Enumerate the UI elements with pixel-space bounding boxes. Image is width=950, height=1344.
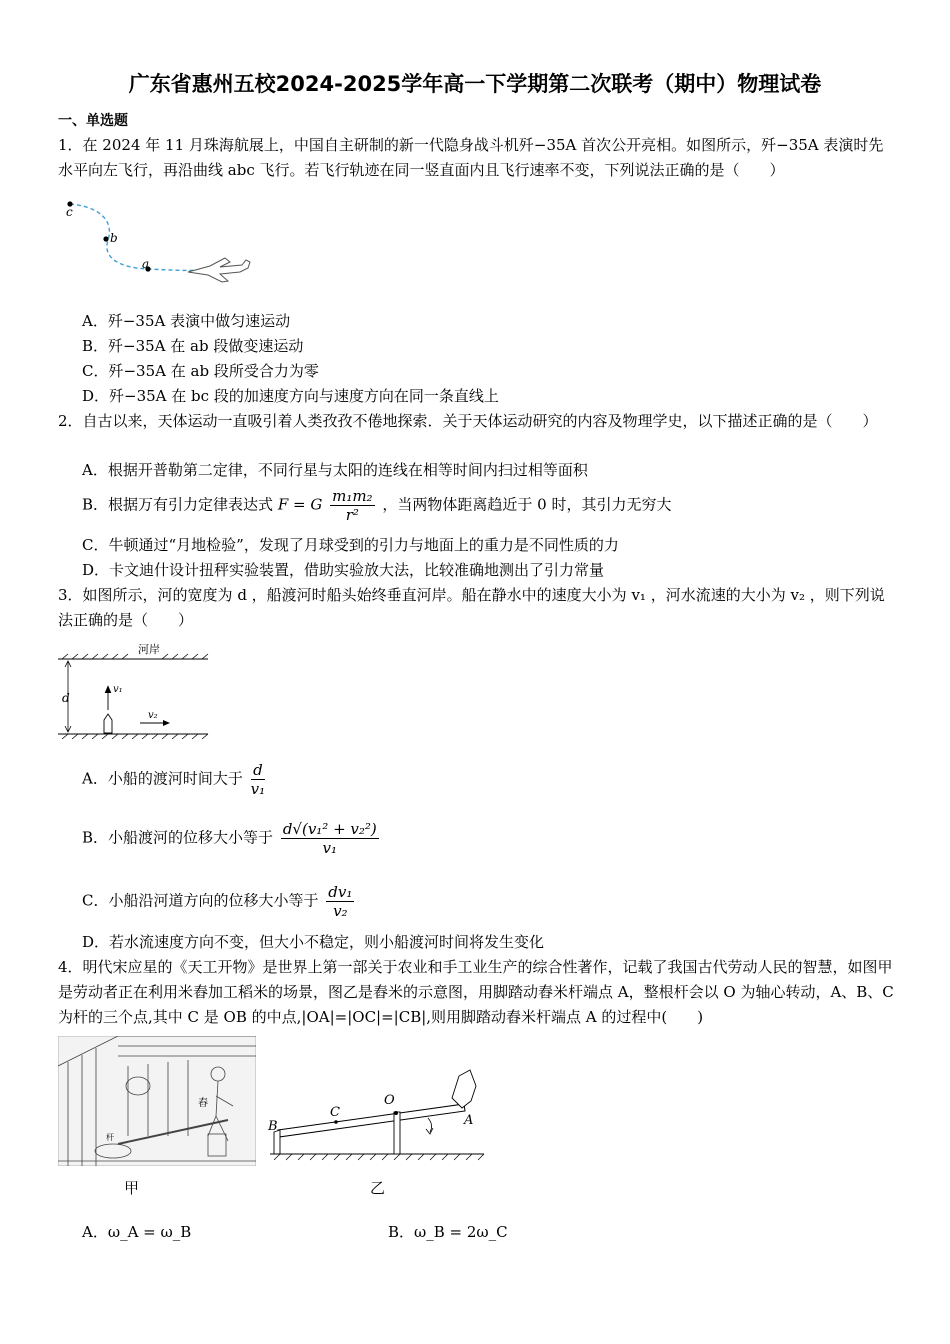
chun-label: 舂 bbox=[198, 1098, 208, 1109]
q1-option-b[interactable]: B．歼−35A 在 ab 段做变速运动 bbox=[82, 337, 304, 355]
q3-option-a[interactable]: A．小船的渡河时间大于 $\frac{d}{\text{v₁}}$ bbox=[82, 761, 266, 798]
point-b-label: b bbox=[110, 231, 118, 245]
width-d-label: d bbox=[62, 691, 70, 705]
q2-formula-fraction: $\frac{\text{m₁m₂}}{\text{r²}}$ bbox=[332, 487, 373, 524]
jet-trajectory-figure bbox=[60, 196, 260, 286]
point-B-label: B bbox=[268, 1119, 278, 1134]
section-heading: 一、单选题 bbox=[58, 113, 128, 129]
point-A-label: A bbox=[464, 1113, 474, 1128]
caption-yi: 乙 bbox=[370, 1179, 386, 1197]
figure-yi-lever-diagram bbox=[264, 1068, 494, 1168]
bank-label: 河岸 bbox=[138, 643, 160, 656]
q3-b-fraction: $\frac{\text{d√(v₁² + v₂²)}}{\text{v₁}}$ bbox=[282, 820, 377, 857]
question-3-stem: 3．如图所示，河的宽度为 d ，船渡河时船头始终垂直河岸。船在静水中的速度大小为 v₁ ，河水流速的大小为 v₂ ，则下列说法正确的是（ ） bbox=[58, 586, 885, 629]
q2-option-b-tail: ，当两物体距离趋近于 0 时，其引力无穷大 bbox=[382, 495, 672, 514]
q1-option-d[interactable]: D．歼−35A 在 bc 段的加速度方向与速度方向在同一条直线上 bbox=[82, 387, 499, 405]
point-a-label: a bbox=[142, 257, 150, 271]
point-C-label: C bbox=[330, 1105, 340, 1120]
q2-option-d[interactable]: D．卡文迪什设计扭秤实验装置，借助实验放大法，比较准确地测出了引力常量 bbox=[82, 561, 605, 579]
q4-option-a[interactable]: A．ω_A = ω_B bbox=[82, 1223, 192, 1241]
q3-a-fraction: $\frac{d}{\text{v₁}}$ bbox=[250, 761, 266, 798]
river-crossing-figure bbox=[58, 640, 218, 746]
q3-option-c[interactable]: C．小船沿河道方向的位移大小等于 $\frac{\text{dv₁}}{\text{v₂}}$ bbox=[82, 883, 353, 920]
v2-label: v₂ bbox=[148, 710, 158, 721]
question-2-stem: 2．自古以来，天体运动一直吸引着人类孜孜不倦地探索．关于天体运动研究的内容及物理学史，以下描述正确的是（ ） bbox=[58, 412, 878, 430]
figure-jia-illustration bbox=[58, 1036, 256, 1166]
caption-jia: 甲 bbox=[124, 1179, 140, 1197]
q2-option-c[interactable]: C．牛顿通过“月地检验”，发现了月球受到的引力与地面上的重力是不同性质的力 bbox=[82, 536, 619, 554]
q1-option-c[interactable]: C．歼−35A 在 ab 段所受合力为零 bbox=[82, 362, 319, 380]
page-title: 广东省惠州五校2024-2025学年高一下学期第二次联考（期中）物理试卷 bbox=[128, 72, 822, 96]
v1-label: v₁ bbox=[113, 684, 123, 695]
question-4-stem: 4．明代宋应星的《天工开物》是世界上第一部关于农业和手工业生产的综合性著作，记载了我国古代劳动人民的智慧，如图甲是劳动者正在利用米舂加工稻米的场景，图乙是舂米的示意图，用脚踏动舂米杆端点 A，整根杆会以 O 为轴心转动，A、B、C 为杆的三个点,其中 C 是 OB 的中点,|OA|=|OC|=|CB|,则用脚踏动舂米杆端点 A 的过程中( ) bbox=[58, 958, 894, 1026]
jet-icon bbox=[188, 258, 250, 282]
q2-option-b-text: B．根据万有引力定律表达式 bbox=[82, 495, 274, 514]
q2-option-b[interactable] bbox=[82, 487, 671, 524]
q3-c-fraction: $\frac{\text{dv₁}}{\text{v₂}}$ bbox=[328, 883, 353, 920]
q3-option-d[interactable]: D．若水流速度方向不变，但大小不稳定，则小船渡河时间将发生变化 bbox=[82, 933, 545, 951]
q4-option-b[interactable]: B．ω_B = 2ω_C bbox=[388, 1223, 508, 1241]
point-O-label: O bbox=[384, 1093, 395, 1108]
gan-label: 杆 bbox=[106, 1133, 114, 1142]
q1-option-a[interactable]: A．歼−35A 表演中做匀速运动 bbox=[82, 312, 291, 330]
q2-option-a[interactable]: A．根据开普勒第二定律，不同行星与太阳的连线在相等时间内扫过相等面积 bbox=[82, 461, 588, 479]
question-1-stem: 1．在 2024 年 11 月珠海航展上，中国自主研制的新一代隐身战斗机歼−35A 首次公开亮相。如图所示，歼−35A 表演时先水平向左飞行，再沿曲线 abc 飞行。若飞行轨迹在同一竖直面内且飞行速率不变，下列说法正确的是（ ） bbox=[58, 136, 884, 179]
q3-option-b[interactable]: B．小船渡河的位移大小等于 $\frac{\text{d√(v₁² + v₂²)}}{\text{v₁}}$ bbox=[82, 820, 377, 857]
boat-icon bbox=[104, 714, 112, 733]
q2-formula-lhs: F = G bbox=[277, 495, 323, 514]
point-c-label: c bbox=[66, 205, 73, 219]
